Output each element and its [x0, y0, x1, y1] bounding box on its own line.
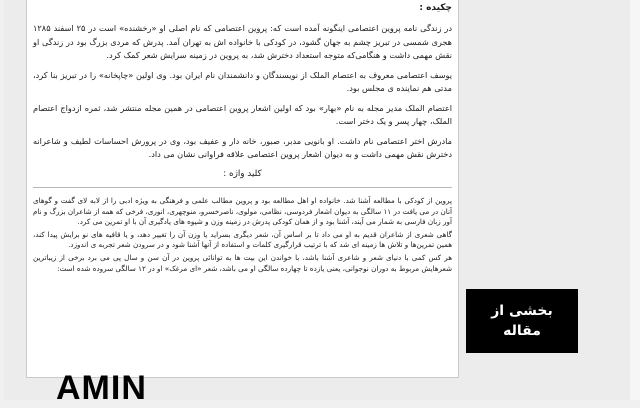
keywords-title: کلید واژه : — [223, 168, 262, 179]
body-paragraph-1: پروین از کودکی با مطالعه آشنا شد. خانواده او اهل مطالعه بود و پروین مطالب علمی و فرهنگی به ویژه ادبی را از لابه لای گفت و گوهای آنان در می یافت در ۱۱ سالگی به دیوان اشعار فردوسی، نظامی، مولوی، ناصرخسرو، منوچهری، انوری، فرخی که همه از شاعران بزرگ و نام آور زبان فارسی به شمار می آیند، آشنا بود و از همان کودکی پدرش در زمینه وزن و شیوه های یادگیری آن با او تمرین می کرد. — [33, 196, 452, 227]
article-body — [33, 196, 452, 274]
section-divider — [33, 187, 452, 188]
page-background — [4, 0, 630, 407]
body-paragraph-2: گاهی شعری از شاعران قدیم به او می داد تا بر اساس آن، شعر دیگری بسراید یا وزن آن را تغییر دهد، و یا قافیه های نو برایش پیدا کند، همین تمرین‌ها و تلاش ها زمینه ای شد که با ترتیب قرارگیری کلمات و استفاده از آنها آشنا شود و در سرودن شعر تجربه ی اندوزد. — [33, 229, 452, 250]
abstract-paragraph-3: اعتصام الملک مدیر مجله به نام «بهار» بود که اولین اشعار پروین اعتصامی در همین مجله منتشر شد، ثمره ازدواج اعتصام الملک، چهار پسر و یک دختر است. — [33, 102, 452, 126]
article-excerpt-badge — [466, 289, 578, 353]
site-logo: AMIN — [56, 369, 147, 407]
badge-line-2: مقاله — [503, 323, 541, 339]
abstract-paragraph-1: در زندگی نامه پروین اعتصامی اینگونه آمده است که: پروین اعتصامی که نام اصلی او «رخشنده» است در ۲۵ اسفند ۱۲۸۵ هجری شمسی در تبریز چشم به جهان گشود، در کودکی با خانواده اش به تهران آمد. پدرش که مردی بزرگ بود در زندگی او نقش مهمی داشت و هنگامی‌که متوجه استعداد دخترش شد، به پروین در زمینه سرایش شعر کمک کرد. — [33, 23, 452, 60]
abstract-paragraph-2: یوسف اعتصامی معروف به اعتصام الملک از نویسندگان و دانشمندان نام ایران بود. وی اولین «چاپخانه» را در تبریز بنا کرد، مدتی هم نماینده ی مجلس بود. — [33, 69, 452, 93]
abstract-paragraph-4: مادرش اختر اعتصامی نام داشت. او بانویی مدبر، صبور، خانه دار و عفیف بود، وی در پرورش احساسات لطیف و شاعرانه دخترش نقش مهمی داشت و به دیوان اشعار پروین اعتصامی علاقه فراوانی نشان می داد. — [33, 135, 452, 159]
right-margin-strip — [630, 0, 640, 400]
body-paragraph-3: هر کس کمی با دنیای شعر و شاعری آشنا باشد، با خواندن این بیت ها به توانائی پروین در آن سن و سال پی می برد برخی از زیباترین شعرهایش مربوط به دوران نوجوانی، یعنی یازده تا چهارده سالگی او می باشد، شعر «ای مرغک» او در ۱۲ سالگی سروده شده است: — [33, 252, 452, 273]
badge-line-1: بخشی از — [491, 303, 553, 319]
article-document — [26, 0, 459, 378]
abstract-heading: چکیده : — [419, 3, 452, 13]
